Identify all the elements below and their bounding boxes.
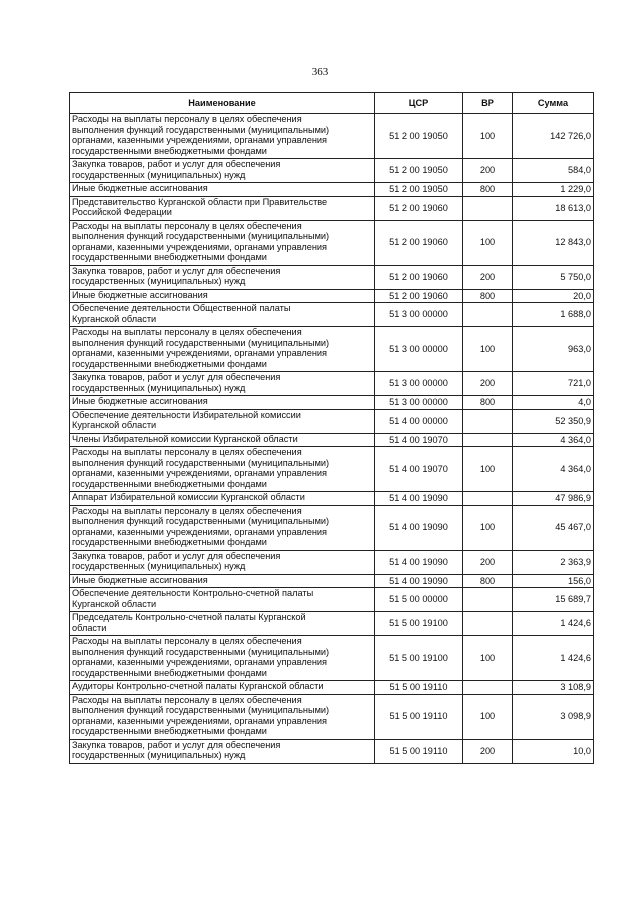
cell-name-line: Аппарат Избирательной комиссии Курганской области	[72, 492, 305, 502]
cell-sum: 20,0	[513, 289, 594, 303]
cell-name-line: государственных (муниципальных) нужд	[72, 750, 246, 760]
cell-vr: 100	[463, 447, 513, 492]
cell-name	[70, 372, 375, 396]
cell-name-line: Расходы на выплаты персоналу в целях обеспечения	[72, 636, 302, 646]
cell-name	[70, 220, 375, 265]
cell-csr: 51 2 00 19060	[375, 220, 463, 265]
cell-name	[70, 574, 375, 588]
cell-name	[70, 289, 375, 303]
cell-sum: 4,0	[513, 396, 594, 410]
cell-csr: 51 2 00 19060	[375, 265, 463, 289]
cell-sum: 721,0	[513, 372, 594, 396]
cell-vr: 200	[463, 739, 513, 763]
cell-name-line: Обеспечение деятельности Общественной палаты	[72, 303, 291, 313]
cell-name-line: государственными внебюджетными фондами	[72, 726, 267, 736]
cell-sum: 156,0	[513, 574, 594, 588]
cell-name-line: государственными внебюджетными фондами	[72, 537, 267, 547]
cell-name-line: Российской Федерации	[72, 207, 172, 217]
cell-name-line: государственными внебюджетными фондами	[72, 667, 267, 678]
table-header-row	[70, 93, 594, 114]
cell-vr: 100	[463, 327, 513, 372]
cell-name-line: Обеспечение деятельности Контрольно-счетной палаты	[72, 588, 314, 598]
cell-name-line: выполнения функций государственными (муниципальными)	[72, 516, 330, 526]
cell-name-line: органами, казенными учреждениями, органами управления	[72, 526, 328, 537]
table-row	[70, 550, 594, 574]
cell-csr: 51 3 00 00000	[375, 327, 463, 372]
cell-sum: 12 843,0	[513, 220, 594, 265]
cell-name-line: области	[72, 622, 107, 633]
table-row	[70, 447, 594, 492]
table-row	[70, 574, 594, 588]
cell-name-line: Иные бюджетные ассигнования	[72, 183, 208, 193]
cell-name	[70, 739, 375, 763]
cell-csr: 51 2 00 19060	[375, 196, 463, 220]
cell-csr: 51 3 00 00000	[375, 372, 463, 396]
cell-csr: 51 4 00 00000	[375, 409, 463, 433]
cell-csr: 51 4 00 19090	[375, 492, 463, 506]
cell-name-line: Курганской области	[72, 313, 157, 324]
table-row	[70, 433, 594, 447]
cell-name	[70, 550, 375, 574]
cell-name	[70, 183, 375, 197]
table-row	[70, 739, 594, 763]
cell-name-line: Закупка товаров, работ и услуг для обеспечения	[72, 159, 281, 169]
table-row	[70, 681, 594, 695]
cell-vr: 100	[463, 636, 513, 681]
cell-vr: 800	[463, 396, 513, 410]
cell-vr: 800	[463, 574, 513, 588]
cell-name	[70, 694, 375, 739]
cell-vr	[463, 196, 513, 220]
cell-name-line: государственных (муниципальных) нужд	[72, 561, 246, 571]
cell-name-line: Курганской области	[72, 420, 157, 430]
cell-name-line: Председатель Контрольно-счетной палаты Курганской	[72, 612, 306, 622]
cell-name-line: государственными внебюджетными фондами	[72, 358, 267, 369]
table-row	[70, 159, 594, 183]
cell-vr	[463, 303, 513, 327]
cell-csr: 51 3 00 00000	[375, 303, 463, 327]
cell-name-line: государственными внебюджетными фондами	[72, 252, 267, 262]
cell-name-line: Иные бюджетные ассигнования	[72, 574, 208, 585]
cell-sum: 10,0	[513, 739, 594, 763]
cell-sum: 1 424,6	[513, 612, 594, 636]
table-row	[70, 265, 594, 289]
cell-csr: 51 4 00 19090	[375, 550, 463, 574]
cell-csr: 51 5 00 00000	[375, 588, 463, 612]
cell-name	[70, 612, 375, 636]
table-row	[70, 220, 594, 265]
budget-table	[69, 92, 594, 764]
cell-csr: 51 2 00 19050	[375, 183, 463, 197]
table-row	[70, 183, 594, 197]
cell-name	[70, 114, 375, 159]
cell-name	[70, 505, 375, 550]
cell-name-line: Представительство Курганской области при Правительстве	[72, 196, 328, 207]
cell-name-line: выполнения функций государственными (муниципальными)	[72, 337, 330, 348]
cell-name	[70, 636, 375, 681]
cell-csr: 51 5 00 19110	[375, 681, 463, 695]
cell-vr	[463, 433, 513, 447]
table-row	[70, 114, 594, 159]
cell-name-line: Расходы на выплаты персоналу в целях обеспечения	[72, 505, 302, 516]
cell-sum: 3 108,9	[513, 681, 594, 695]
cell-name-line: Закупка товаров, работ и услуг для обеспечения	[72, 265, 281, 276]
cell-name-line: Курганской области	[72, 598, 157, 609]
cell-sum: 5 750,0	[513, 265, 594, 289]
cell-name-line: выполнения функций государственными (муниципальными)	[72, 231, 330, 241]
cell-csr: 51 2 00 19060	[375, 289, 463, 303]
cell-vr: 200	[463, 265, 513, 289]
cell-csr: 51 5 00 19100	[375, 636, 463, 681]
cell-csr: 51 2 00 19050	[375, 114, 463, 159]
cell-name	[70, 588, 375, 612]
cell-sum: 963,0	[513, 327, 594, 372]
cell-vr: 100	[463, 694, 513, 739]
cell-sum: 4 364,0	[513, 447, 594, 492]
cell-csr: 51 2 00 19050	[375, 159, 463, 183]
table-row	[70, 289, 594, 303]
cell-name-line: органами, казенными учреждениями, органами управления	[72, 241, 328, 252]
page-number: 363	[311, 66, 329, 78]
cell-vr: 100	[463, 220, 513, 265]
cell-csr: 51 5 00 19100	[375, 612, 463, 636]
table-row	[70, 492, 594, 506]
cell-name-line: Расходы на выплаты персоналу в целях обеспечения	[72, 327, 302, 337]
cell-csr: 51 5 00 19110	[375, 694, 463, 739]
cell-name-line: органами, казенными учреждениями, органами управления	[72, 657, 328, 667]
table-row	[70, 409, 594, 433]
cell-csr: 51 4 00 19090	[375, 505, 463, 550]
column-header-vr: ВР	[463, 93, 513, 114]
cell-sum: 1 424,6	[513, 636, 594, 681]
cell-name	[70, 492, 375, 506]
cell-name-line: Расходы на выплаты персоналу в целях обеспечения	[72, 220, 302, 231]
table-row	[70, 694, 594, 739]
table-row	[70, 196, 594, 220]
cell-vr	[463, 588, 513, 612]
cell-name	[70, 303, 375, 327]
cell-vr	[463, 409, 513, 433]
table-row	[70, 396, 594, 410]
column-header-name: Наименование	[70, 93, 375, 114]
cell-name-line: выполнения функций государственными (муниципальными)	[72, 124, 330, 135]
cell-vr: 200	[463, 550, 513, 574]
cell-name-line: выполнения функций государственными (муниципальными)	[72, 457, 330, 468]
cell-name-line: Закупка товаров, работ и услуг для обеспечения	[72, 372, 281, 382]
cell-sum: 584,0	[513, 159, 594, 183]
cell-sum: 1 229,0	[513, 183, 594, 197]
table-row	[70, 588, 594, 612]
cell-sum: 15 689,7	[513, 588, 594, 612]
cell-name-line: Расходы на выплаты персоналу в целях обеспечения	[72, 447, 302, 457]
cell-sum: 18 613,0	[513, 196, 594, 220]
column-header-csr: ЦСР	[375, 93, 463, 114]
cell-name-line: государственных (муниципальных) нужд	[72, 169, 246, 180]
cell-sum: 45 467,0	[513, 505, 594, 550]
column-header-sum: Сумма	[513, 93, 594, 114]
table-row	[70, 327, 594, 372]
cell-vr: 100	[463, 505, 513, 550]
cell-vr: 100	[463, 114, 513, 159]
cell-csr: 51 3 00 00000	[375, 396, 463, 410]
table-row	[70, 505, 594, 550]
table-row	[70, 372, 594, 396]
cell-name-line: Закупка товаров, работ и услуг для обеспечения	[72, 739, 281, 750]
cell-name	[70, 196, 375, 220]
cell-sum: 47 986,9	[513, 492, 594, 506]
cell-vr: 200	[463, 372, 513, 396]
cell-name-line: выполнения функций государственными (муниципальными)	[72, 705, 330, 715]
cell-name	[70, 327, 375, 372]
cell-sum: 52 350,9	[513, 409, 594, 433]
cell-name-line: государственными внебюджетными фондами	[72, 478, 267, 489]
cell-vr	[463, 492, 513, 506]
cell-vr	[463, 612, 513, 636]
cell-name-line: Расходы на выплаты персоналу в целях обеспечения	[72, 114, 302, 124]
cell-csr: 51 4 00 19090	[375, 574, 463, 588]
cell-vr	[463, 681, 513, 695]
cell-name-line: государственных (муниципальных) нужд	[72, 382, 246, 393]
cell-name	[70, 265, 375, 289]
cell-name-line: Аудиторы Контрольно-счетной палаты Курганской области	[72, 681, 324, 691]
cell-vr: 200	[463, 159, 513, 183]
table-row	[70, 303, 594, 327]
cell-name	[70, 396, 375, 410]
cell-name-line: Члены Избирательной комиссии Курганской области	[72, 433, 298, 444]
cell-name-line: органами, казенными учреждениями, органами управления	[72, 468, 328, 478]
cell-name-line: органами, казенными учреждениями, органами управления	[72, 348, 328, 358]
cell-name	[70, 159, 375, 183]
cell-name-line: государственных (муниципальных) нужд	[72, 276, 246, 286]
cell-sum: 1 688,0	[513, 303, 594, 327]
cell-name-line: Закупка товаров, работ и услуг для обеспечения	[72, 550, 281, 561]
cell-name-line: Иные бюджетные ассигнования	[72, 396, 208, 406]
cell-vr: 800	[463, 183, 513, 197]
cell-sum: 4 364,0	[513, 433, 594, 447]
cell-name-line: Иные бюджетные ассигнования	[72, 289, 208, 300]
cell-csr: 51 4 00 19070	[375, 433, 463, 447]
cell-vr: 800	[463, 289, 513, 303]
cell-name	[70, 409, 375, 433]
cell-name-line: органами, казенными учреждениями, органами управления	[72, 715, 328, 726]
cell-name-line: Обеспечение деятельности Избирательной комиссии	[72, 409, 301, 420]
cell-sum: 142 726,0	[513, 114, 594, 159]
table-row	[70, 612, 594, 636]
cell-sum: 3 098,9	[513, 694, 594, 739]
cell-name-line: Расходы на выплаты персоналу в целях обеспечения	[72, 694, 302, 705]
cell-sum: 2 363,9	[513, 550, 594, 574]
cell-name-line: органами, казенными учреждениями, органами управления	[72, 135, 328, 145]
cell-name-line: выполнения функций государственными (муниципальными)	[72, 646, 330, 657]
cell-name	[70, 447, 375, 492]
table-row	[70, 636, 594, 681]
cell-name	[70, 433, 375, 447]
cell-csr: 51 4 00 19070	[375, 447, 463, 492]
cell-name-line: государственными внебюджетными фондами	[72, 145, 267, 156]
cell-csr: 51 5 00 19110	[375, 739, 463, 763]
table-body	[70, 114, 594, 764]
cell-name	[70, 681, 375, 695]
